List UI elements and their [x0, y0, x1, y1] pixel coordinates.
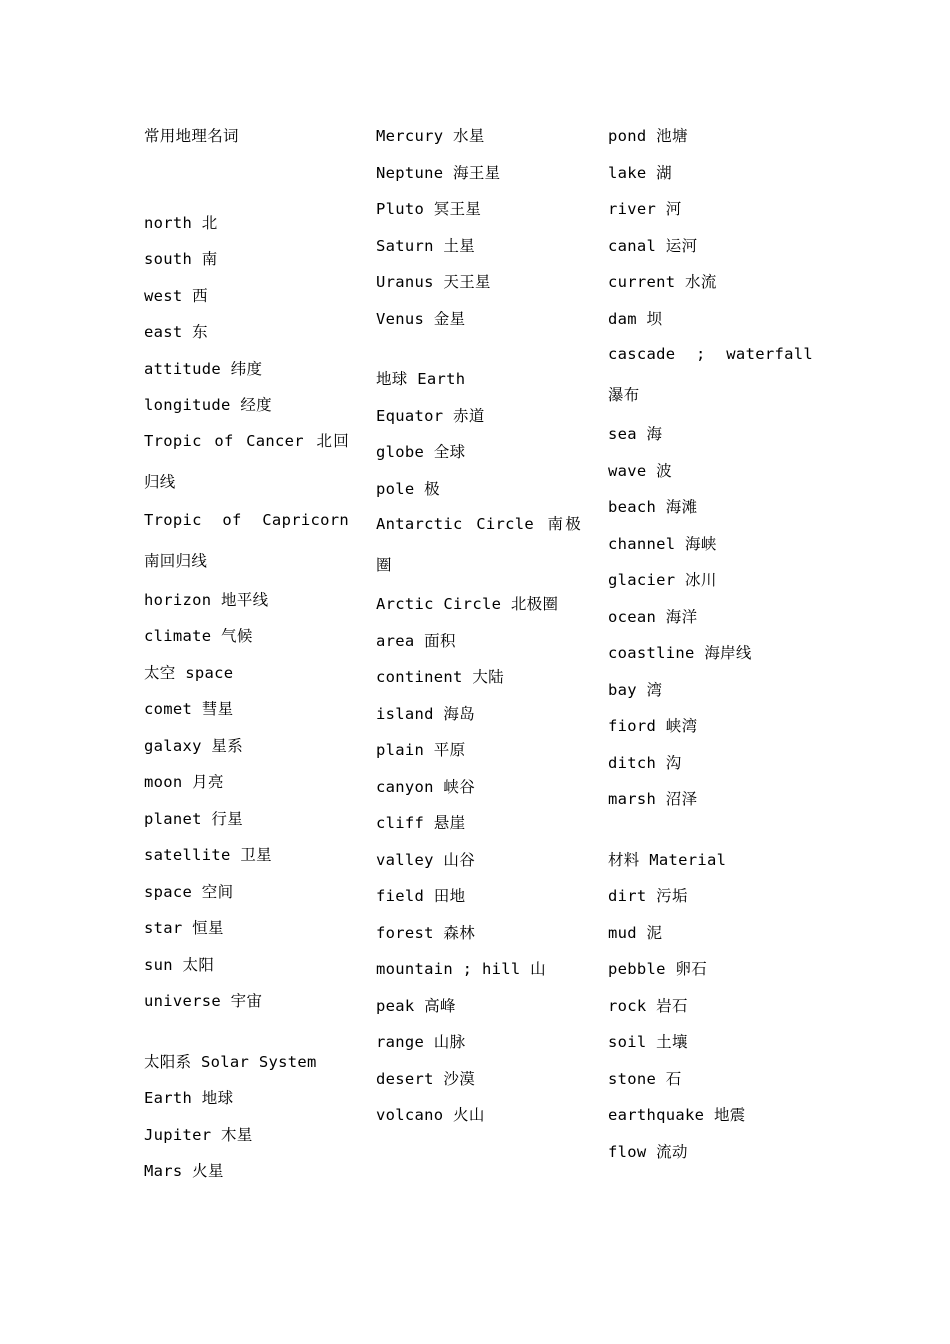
vocab-entry: cascade ; waterfall 瀑布 — [608, 345, 813, 404]
vocab-entry: wave 波 — [608, 461, 672, 480]
vocab-entry: Jupiter 木星 — [144, 1125, 253, 1144]
vocab-entry: Mars 火星 — [144, 1162, 224, 1180]
vocab-entry: rock 岩石 — [608, 996, 688, 1015]
vocab-entry: Tropic of Cancer 北回归线 — [144, 431, 349, 491]
vocab-entry: glacier 冰川 — [608, 571, 717, 589]
vocab-entry: star 恒星 — [144, 919, 224, 937]
spacer — [608, 818, 813, 842]
vocab-entry: sun 太阳 — [144, 955, 215, 974]
section-heading: 太空 space — [144, 663, 234, 682]
vocab-entry: canal 运河 — [608, 236, 698, 255]
vocab-entry: continent 大陆 — [376, 668, 504, 686]
column-1 — [144, 118, 349, 1190]
vocab-entry: field 田地 — [376, 887, 466, 905]
vocab-entry: pebble 卵石 — [608, 960, 708, 978]
vocab-entry: fiord 峡湾 — [608, 717, 698, 735]
vocab-entry: climate 气候 — [144, 627, 253, 645]
vocab-entry: planet 行星 — [144, 809, 244, 828]
vocab-entry: Tropic of Capricorn 南回归线 — [144, 510, 349, 570]
vocab-entry: comet 彗星 — [144, 700, 234, 718]
vocab-entry: pole 极 — [376, 479, 440, 498]
vocab-entry: Pluto 冥王星 — [376, 200, 482, 218]
vocab-entry: Neptune 海王星 — [376, 163, 501, 182]
vocab-entry: universe 宇宙 — [144, 992, 263, 1010]
vocab-entry: space 空间 — [144, 882, 234, 901]
vocab-entry: beach 海滩 — [608, 498, 698, 516]
vocab-entry: north 北 — [144, 213, 218, 232]
vocab-entry: channel 海峡 — [608, 534, 717, 553]
vocab-entry: satellite 卫星 — [144, 846, 272, 864]
spacer — [376, 337, 581, 361]
vocab-entry: current 水流 — [608, 273, 717, 291]
vocab-entry: west 西 — [144, 286, 208, 305]
vocab-entry: attitude 纬度 — [144, 359, 263, 378]
vocab-entry: Earth 地球 — [144, 1089, 234, 1107]
vocab-entry: globe 全球 — [376, 443, 466, 461]
vocab-entry: river 河 — [608, 200, 682, 218]
vocab-entry: lake 湖 — [608, 163, 672, 182]
vocab-entry: volcano 火山 — [376, 1106, 485, 1124]
vocab-entry: mountain ; hill 山 — [376, 960, 546, 978]
vocab-entry: coastline 海岸线 — [608, 644, 752, 662]
vocab-entry: desert 沙漠 — [376, 1069, 476, 1088]
vocab-entry: dirt 污垢 — [608, 887, 688, 905]
vocab-entry: island 海岛 — [376, 704, 476, 723]
vocab-entry: Mercury 水星 — [376, 127, 485, 145]
vocab-entry: pond 池塘 — [608, 127, 688, 145]
vocab-entry: horizon 地平线 — [144, 590, 269, 609]
vocab-entry: moon 月亮 — [144, 773, 224, 791]
vocab-entry: east 东 — [144, 323, 208, 341]
vocab-entry: cliff 悬崖 — [376, 814, 466, 832]
vocab-entry: valley 山谷 — [376, 850, 476, 869]
vocab-entry: plain 平原 — [376, 741, 466, 759]
vocab-entry: Antarctic Circle 南极圈 — [376, 515, 581, 574]
vocab-entry: Venus 金星 — [376, 309, 466, 328]
vocab-entry: canyon 峡谷 — [376, 777, 476, 796]
spacer — [144, 155, 349, 205]
vocab-entry: marsh 沼泽 — [608, 790, 698, 808]
vocab-entry: longitude 经度 — [144, 396, 272, 414]
vocab-entry: Uranus 天王星 — [376, 273, 491, 291]
vocab-entry: stone 石 — [608, 1069, 682, 1088]
vocab-entry: ocean 海洋 — [608, 607, 698, 626]
vocab-entry: peak 高峰 — [376, 996, 456, 1015]
column-2 — [376, 118, 581, 1134]
section-heading: 太阳系 Solar System — [144, 1052, 317, 1071]
vocab-entry: Saturn 土星 — [376, 236, 476, 255]
section-heading: 材料 Material — [608, 850, 727, 869]
vocab-entry: flow 流动 — [608, 1142, 688, 1161]
vocab-entry: bay 湾 — [608, 680, 663, 699]
vocab-entry: south 南 — [144, 250, 218, 268]
section-heading: 地球 Earth — [376, 370, 466, 388]
vocab-entry: galaxy 星系 — [144, 736, 244, 755]
vocab-entry: forest 森林 — [376, 923, 476, 942]
vocab-entry: sea 海 — [608, 425, 663, 443]
vocab-entry: Equator 赤道 — [376, 406, 485, 425]
spacer — [144, 1020, 349, 1044]
vocab-entry: range 山脉 — [376, 1033, 466, 1051]
vocab-entry: Arctic Circle 北极圈 — [376, 595, 559, 613]
column-3 — [608, 118, 813, 1170]
document-title: 常用地理名词 — [144, 127, 239, 145]
vocab-entry: mud 泥 — [608, 923, 663, 942]
vocab-entry: soil 土壤 — [608, 1033, 688, 1051]
vocab-entry: dam 坝 — [608, 309, 663, 328]
vocab-entry: area 面积 — [376, 631, 456, 650]
vocab-entry: ditch 沟 — [608, 753, 682, 772]
vocab-entry: earthquake 地震 — [608, 1106, 746, 1124]
